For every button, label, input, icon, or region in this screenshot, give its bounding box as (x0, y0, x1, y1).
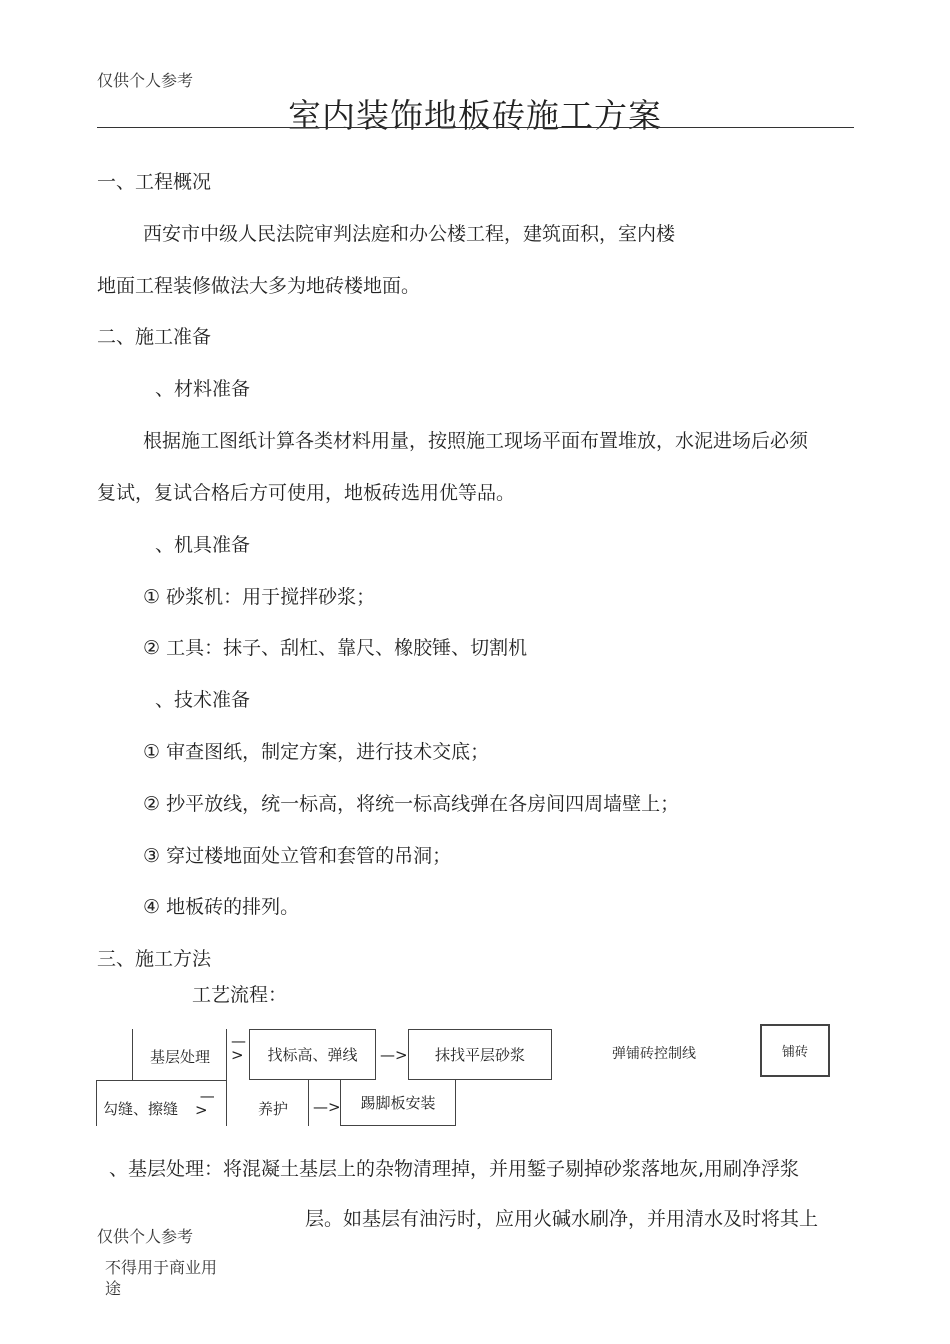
tech-item: ① 审查图纸，制定方案，进行技术交底； (143, 741, 490, 763)
flow-step-screed (408, 1029, 552, 1080)
tech-item: ② 抄平放线，统一标高，将统一标高线弹在各房间四周墙壁上； (143, 793, 680, 815)
section1-para-line2: 地面工程装修做法大多为地砖楼地面。 (97, 275, 421, 297)
flow-step-skirting (340, 1080, 456, 1126)
tech-item: ③ 穿过楼地面处立管和套管的吊洞； (143, 845, 452, 867)
tools-item: ① 砂浆机：用于搅拌砂浆； (143, 586, 376, 608)
flow-arrow-icon: — > (231, 1032, 246, 1064)
flow-step-label: 抹找平层砂浆 (434, 1046, 525, 1064)
process-label-text: 工艺流程： (192, 984, 288, 1006)
footer-disclaimer-line2: 途 (105, 1279, 122, 1298)
tech-heading: 、技术准备 (155, 689, 251, 711)
flow-divider (308, 1080, 309, 1126)
flow-step-curing: 养护 (258, 1100, 289, 1118)
footer-note: 仅供个人参考 (97, 1227, 194, 1246)
page-title: 室内装饰地板砖施工方案 (288, 96, 662, 135)
flow-step-base-treatment: 基层处理 (150, 1048, 211, 1066)
flow-step-label: 弹铺砖控制线 (612, 1046, 696, 1062)
flow-step-grouting: 勾缝、擦缝 (103, 1100, 179, 1118)
flow-step-lay-tiles (760, 1024, 830, 1077)
title-divider (97, 127, 854, 128)
tools-item: ② 工具：抹子、刮杠、靠尺、橡胶锤、切割机 (143, 637, 528, 659)
tech-item: ④ 地板砖的排列。 (143, 896, 300, 918)
materials-line1: 根据施工图纸计算各类材料用量，按照施工现场平面布置堆放，水泥进场后必须 (143, 430, 809, 452)
header-note: 仅供个人参考 (97, 71, 194, 90)
flow-arrow-icon: —> (313, 1098, 341, 1116)
flow-divider (226, 1029, 227, 1080)
base-treatment-line2-text: 层。如基层有油污时，应用火碱水刷净，并用清水及时将其上 (305, 1208, 819, 1230)
base-treatment-line1: 、基层处理：将混凝土基层上的杂物清理掉，并用錾子剔掉砂浆落地灰,用刷净浮浆 (109, 1158, 800, 1180)
flow-arrow-icon: — > (195, 1087, 215, 1119)
flow-step-level-marking (249, 1029, 376, 1080)
materials-heading: 、材料准备 (155, 378, 251, 400)
flow-left-border (132, 1029, 133, 1080)
flow-left-border (96, 1080, 97, 1126)
section1-heading: 一、工程概况 (97, 171, 212, 193)
flow-step-label: 找标高、弹线 (267, 1046, 358, 1064)
base-treatment-line2 (305, 1205, 819, 1230)
section3-heading: 三、施工方法 (97, 948, 212, 970)
section2-heading: 二、施工准备 (97, 326, 212, 348)
flow-step-label: 踢脚板安装 (360, 1094, 436, 1112)
tools-heading: 、机具准备 (155, 534, 251, 556)
footer-disclaimer-line1: 不得用于商业用 (105, 1258, 218, 1277)
section1-para-line1: 西安市中级人民法院审判法庭和办公楼工程，建筑面积，室内楼 (143, 223, 676, 245)
flow-step-control-line (612, 1046, 696, 1062)
process-label (192, 980, 288, 1006)
materials-line2: 复试，复试合格后方可使用，地板砖选用优等品。 (97, 482, 516, 504)
flow-arrow-icon: —> (380, 1046, 408, 1064)
flow-top-border (96, 1080, 226, 1081)
flow-step-label: 铺砖 (781, 1045, 808, 1060)
flow-divider (226, 1080, 227, 1126)
